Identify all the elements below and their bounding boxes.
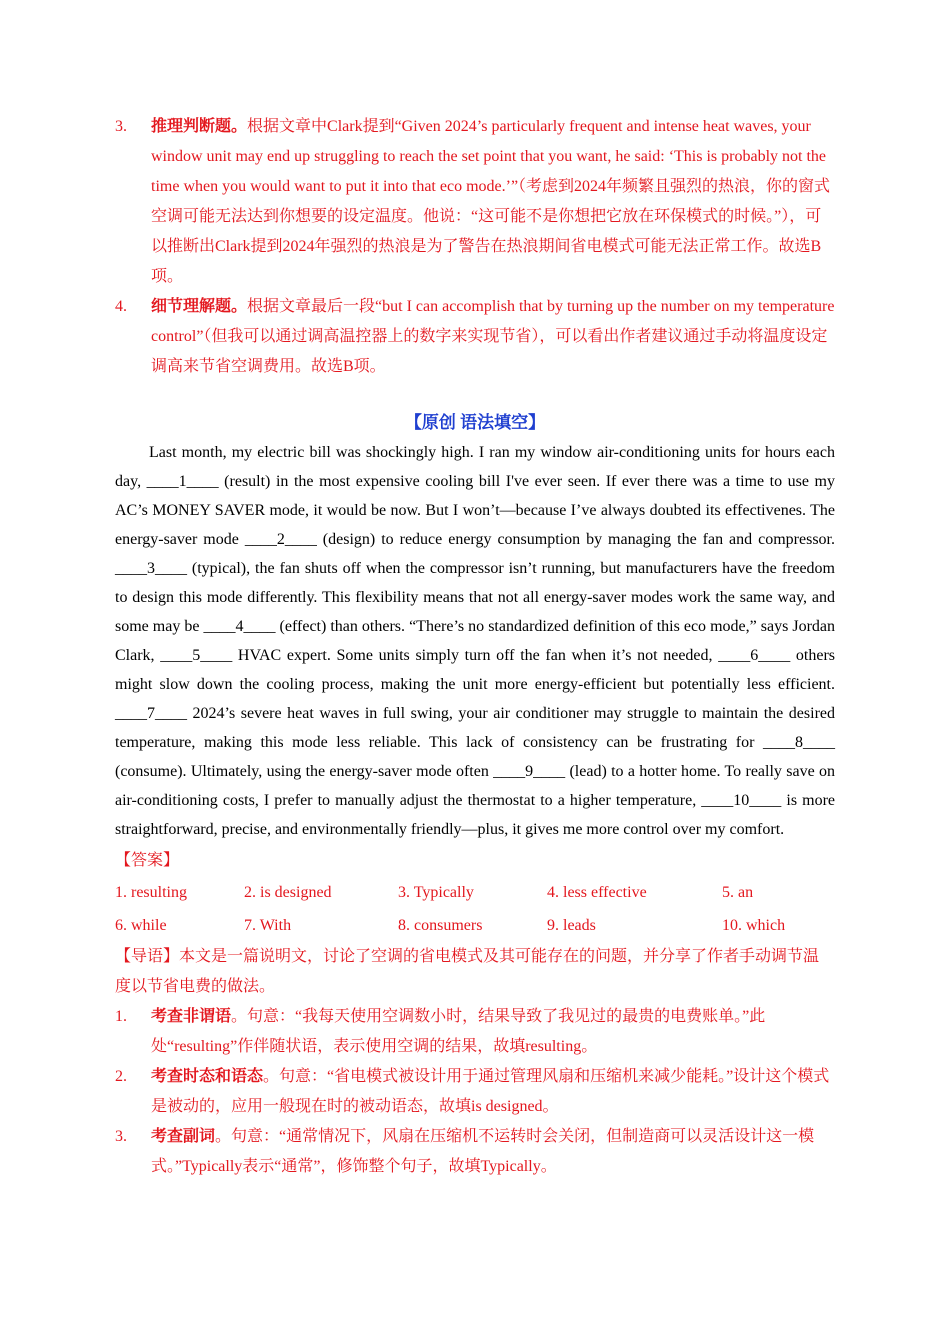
intro-label: 【导语】 — [115, 948, 180, 965]
reading-explanation-3 — [115, 112, 835, 292]
item-number: 4. — [115, 298, 127, 315]
grammar-explanation-3 — [115, 1122, 835, 1182]
explanation-text: 。句意：“通常情况下，风扇在压缩机不运转时会关闭，但制造商可以灵活设计这一模式。”Typically表示“通常”，修饰整个句子，故填Typically。 — [151, 1128, 815, 1175]
answer-item: 2. is designed — [244, 884, 332, 901]
answer-item: 7. With — [244, 917, 292, 934]
explanation-text: 根据文章中Clark提到“Given 2024’s particularly frequent and intense heat waves, your window unit may end up struggling to reach the set point that you want, he said: ‘This is probably not the time when you would want to put it into that eco mode.’”（考虑到2024年频繁且强烈的热浪，你的窗式空调可能无法达到你想要的设定温度。他说：“这可能不是你想把它放在环保模式的时候。”），可以推断出Clark提到2024年强烈的热浪是为了警告在热浪期间省电模式可能无法正常工作。故选B项。 — [151, 118, 831, 285]
answer-heading: 【答案】 — [115, 852, 180, 869]
item-number: 3. — [115, 118, 127, 135]
answer-item: 10. which — [722, 917, 786, 934]
question-type: 考查副词 — [151, 1128, 216, 1145]
answer-grid — [115, 876, 835, 942]
answer-item: 5. an — [722, 884, 754, 901]
grammar-explanation-1 — [115, 1002, 835, 1062]
grammar-explanation-2 — [115, 1062, 835, 1122]
grammar-passage: Last month, my electric bill was shockingly high. I ran my window air-conditioning units for hours each day, ____1____ (result) in the most expensive cooling bill I've ever seen. If ever there was a time to use my AC’s MONEY SAVER mode, it would be now. But I won’t—because I’ve always doubted its effectivenes. The energy-saver mode ____2____ (design) to reduce energy consumption by managing the fan and compressor. ____3____ (typical), the fan shuts off when the compressor isn’t running, but manufacturers have the freedom to design this mode differently. This flexibility means that not all energy-saver modes work the same way, and some may be ____4____ (effect) than others. “There’s no standardized definition of this eco mode,” says Jordan Clark, ____5____ HVAC expert. Some units simply turn off the fan when it’s not needed, ____6____ others might slow down the cooling process, making the unit more energy-efficient but potentially less efficient. ____7____ 2024’s severe heat waves in full swing, your air conditioner may struggle to maintain the desired temperature, making this mode less reliable. This lack of consistency can be frustrating for ____8____ (consume). Ultimately, using the energy-saver mode often ____9____ (lead) to a hotter home. To really save on air-conditioning costs, I prefer to manually adjust the thermostat to a higher temperature, ____10____ is more straightforward, precise, and environmentally friendly—plus, it gives me more control over my comfort. — [115, 444, 835, 838]
question-type: 考查时态和语态 — [151, 1068, 264, 1085]
explanation-text: 。句意：“我每天使用空调数小时，结果导致了我见过的最贵的电费账单。”此处“resulting”作伴随状语，表示使用空调的结果，故填resulting。 — [151, 1008, 766, 1055]
item-number: 2. — [115, 1068, 127, 1085]
document-content — [115, 112, 835, 1182]
answer-item: 4. less effective — [547, 884, 647, 901]
intro-text: 本文是一篇说明文，讨论了空调的省电模式及其可能存在的问题，并分享了作者手动调节温度以节省电费的做法。 — [115, 948, 820, 995]
answer-item: 3. Typically — [398, 884, 474, 901]
explanation-text: 。句意：“省电模式被设计用于通过管理风扇和压缩机来减少能耗。”设计这个模式是被动的，应用一般现在时的被动语态，故填is designed。 — [151, 1068, 830, 1115]
question-type: 推理判断题。 — [151, 118, 248, 135]
question-type: 考查非谓语 — [151, 1008, 232, 1025]
answer-item: 8. consumers — [398, 917, 483, 934]
section-title: 【原创 语法填空】 — [404, 413, 546, 432]
explanation-text: 根据文章最后一段“but I can accomplish that by turning up the number on my temperature control”（但我可以通过调高温控器上的数字来实现节省），可以看出作者建议通过手动将温度设定调高来节省空调费用。故选B项。 — [151, 298, 835, 375]
reading-explanation-4 — [115, 292, 835, 382]
item-number: 1. — [115, 1008, 127, 1025]
intro-paragraph — [115, 942, 835, 1002]
answer-item: 1. resulting — [115, 884, 187, 901]
item-number: 3. — [115, 1128, 127, 1145]
answer-item: 6. while — [115, 917, 167, 934]
answer-item: 9. leads — [547, 917, 596, 934]
question-type: 细节理解题。 — [151, 298, 248, 315]
